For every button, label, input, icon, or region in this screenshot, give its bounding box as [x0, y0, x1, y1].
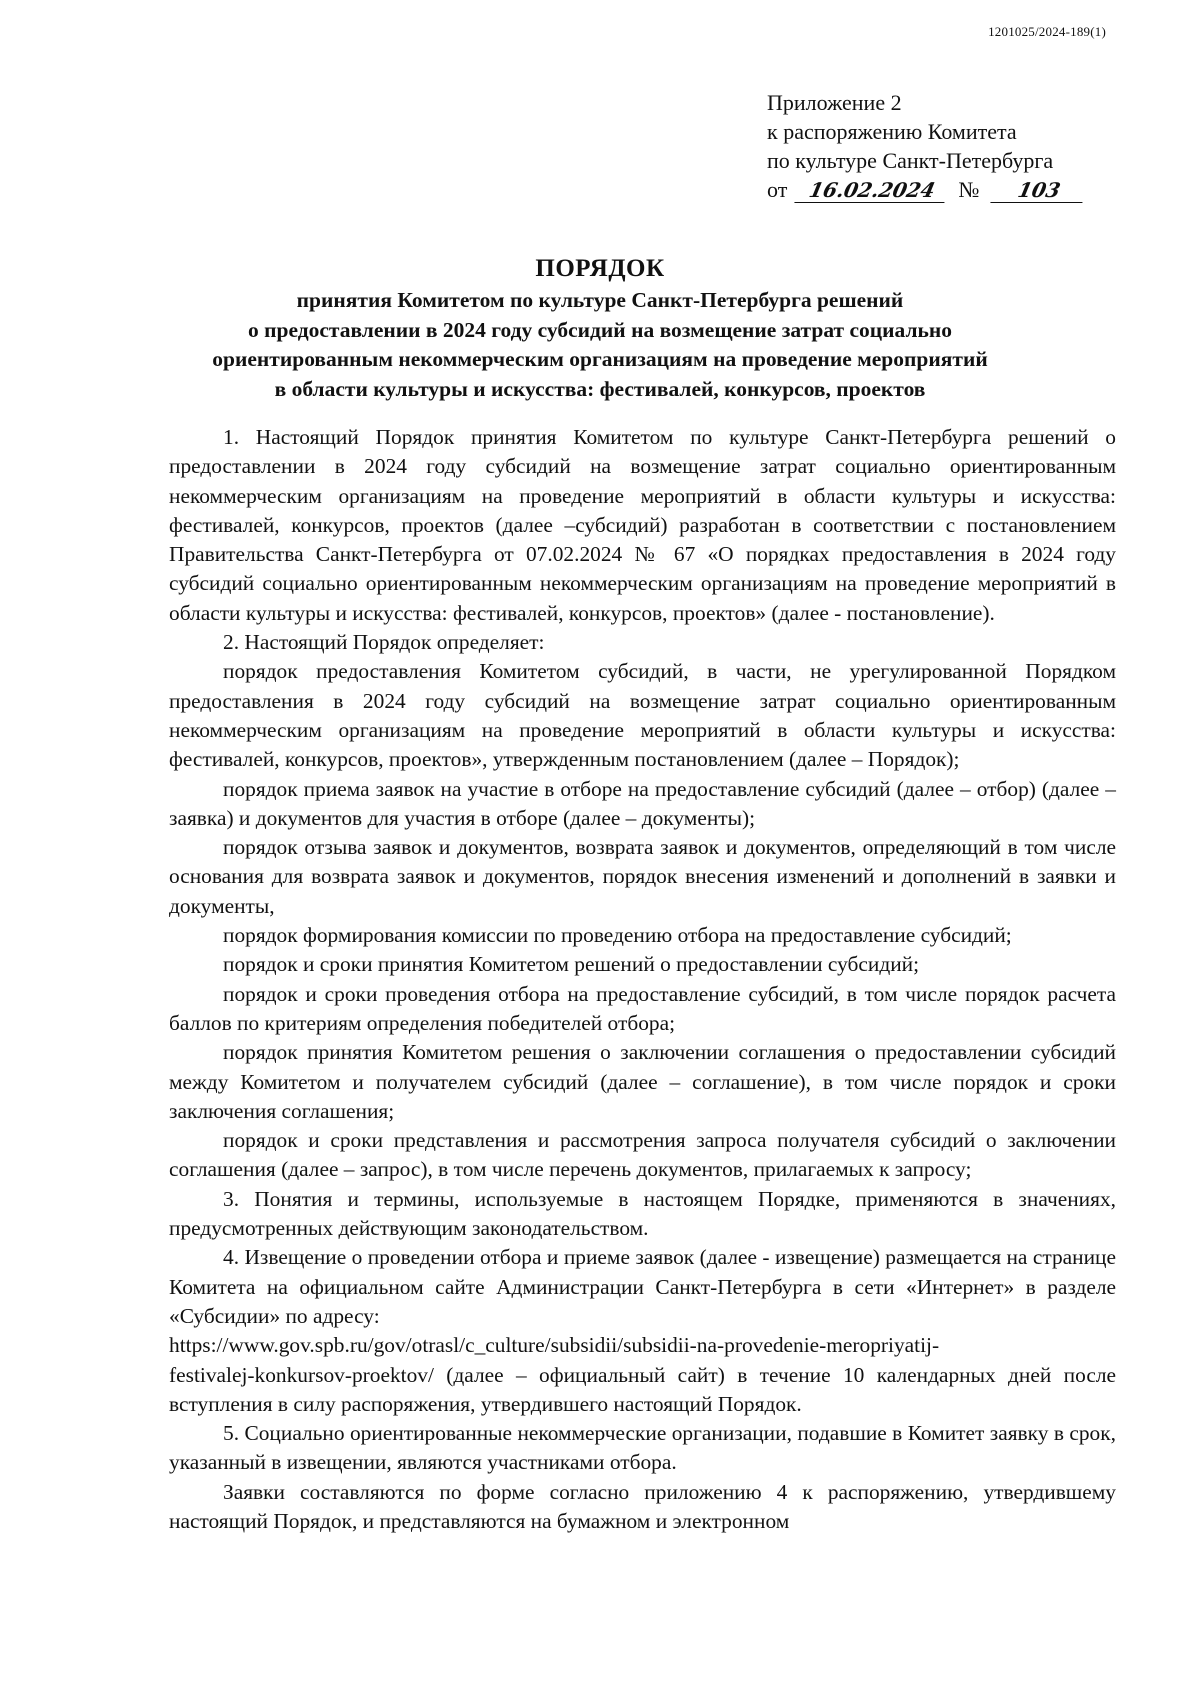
document-title: [0, 252, 1200, 404]
website-url-link[interactable]: https://www.gov.spb.ru/gov/otrasl/c_culture/subsidii/subsidii-na-provedenie-meropriyatij-: [169, 1333, 940, 1358]
paragraph-2-item-4: порядок формирования комиссии по проведению отбора на предоставление субсидий;: [223, 923, 1012, 948]
title-line-3: ориентированным некоммерческим организациям на проведение мероприятий: [212, 347, 988, 371]
paragraph-5-continuation: Заявки составляются по форме согласно приложению 4 к распоряжению, утвердившему настоящий Порядок, и представляются на бумажном и электронном: [169, 1479, 1116, 1533]
paragraph-2-item-5: порядок и сроки принятия Комитетом решений о предоставлении субсидий;: [223, 952, 920, 977]
handwritten-number: 103: [990, 178, 1087, 203]
paragraph-1: 1. Настоящий Порядок принятия Комитетом по культуре Санкт-Петербурга решений о предоставлении в 2024 году субсидий на возмещение затрат социально ориентированным некоммерческим организациям на проведение мероприятий в области культуры и искусства: фестивалей, конкурсов, проектов (далее –субсидий) разработан в соответствии с постановлением Правительства Санкт-Петербурга от 07.02.2024 № 67 «О порядках предоставления в 2024 году субсидий социально ориентированным некоммерческим организациям на проведение мероприятий в области культуры и искусства: фестивалей, конкурсов, проектов» (далее - постановление).: [169, 425, 1116, 625]
appendix-line-2: к распоряжению Комитета: [767, 119, 1017, 144]
appendix-date-number-line: [767, 175, 1085, 204]
appendix-header: [767, 88, 1085, 204]
paragraph-2-item-8: порядок и сроки представления и рассмотрения запроса получателя субсидий о заключении соглашения (далее – запрос), в том числе перечень документов, прилагаемых к запросу;: [169, 1128, 1116, 1182]
paragraph-4: 4. Извещение о проведении отбора и приеме заявок (далее - извещение) размещается на странице Комитета на официальном сайте Администрации Санкт-Петербурга в сети «Интернет» в разделе «Субсидии» по адресу:: [169, 1245, 1116, 1328]
paragraph-2-item-7: порядок принятия Комитетом решения о заключении соглашения о предоставлении субсидий между Комитетом и получателем субсидий (далее – соглашение), в том числе порядок и сроки заключения соглашения;: [169, 1040, 1116, 1123]
number-prefix: №: [958, 177, 980, 202]
paragraph-2-item-1: порядок предоставления Комитетом субсидий, в части, не урегулированной Порядком предоставления в 2024 году субсидий на возмещение затрат социально ориентированным некоммерческим организациям на проведение мероприятий в области культуры и искусства: фестивалей, конкурсов, проектов», утвержденным постановлением (далее – Порядок);: [169, 659, 1116, 772]
title-line-2: о предоставлении в 2024 году субсидий на возмещение затрат социально: [247, 317, 953, 342]
handwritten-date: 16.02.2024: [794, 178, 949, 203]
paragraph-2-item-2: порядок приема заявок на участие в отборе на предоставление субсидий (далее – отбор) (далее – заявка) и документов для участия в отборе (далее – документы);: [169, 776, 1116, 830]
paragraph-5: 5. Социально ориентированные некоммерческие организации, подавшие в Комитет заявку в срок, указанный в извещении, являются участниками отбора.: [169, 1421, 1116, 1475]
title-main: ПОРЯДОК: [535, 255, 665, 282]
appendix-line-3: по культуре Санкт-Петербурга: [767, 148, 1054, 173]
title-line-4: в области культуры и искусства: фестивалей, конкурсов, проектов: [274, 376, 926, 401]
paragraph-3: 3. Понятия и термины, используемые в настоящем Порядке, применяются в значениях, предусмотренных действующим законодательством.: [169, 1186, 1116, 1241]
title-line-1: принятия Комитетом по культуре Санкт-Петербурга решений: [296, 288, 904, 312]
date-prefix: от: [767, 177, 788, 202]
appendix-line-1: Приложение 2: [767, 90, 902, 115]
paragraph-2: 2. Настоящий Порядок определяет:: [223, 630, 545, 655]
paragraph-4-continuation: festivalej-konkursov-proektov/ (далее – официальный сайт) в течение 10 календарных дней после вступления в силу распоряжения, утвердившего настоящий Порядок.: [169, 1362, 1116, 1416]
paragraph-2-item-6: порядок и сроки проведения отбора на предоставление субсидий, в том числе порядок расчета баллов по критериям определения победителей отбора;: [169, 981, 1116, 1035]
paragraph-2-item-3: порядок отзыва заявок и документов, возврата заявок и документов, определяющий в том числе основания для возврата заявок и документов, порядок внесения изменений и дополнений в заявки и документы,: [169, 835, 1116, 918]
registration-number: 1201025/2024-189(1): [988, 24, 1106, 39]
document-body: [169, 423, 1116, 1536]
